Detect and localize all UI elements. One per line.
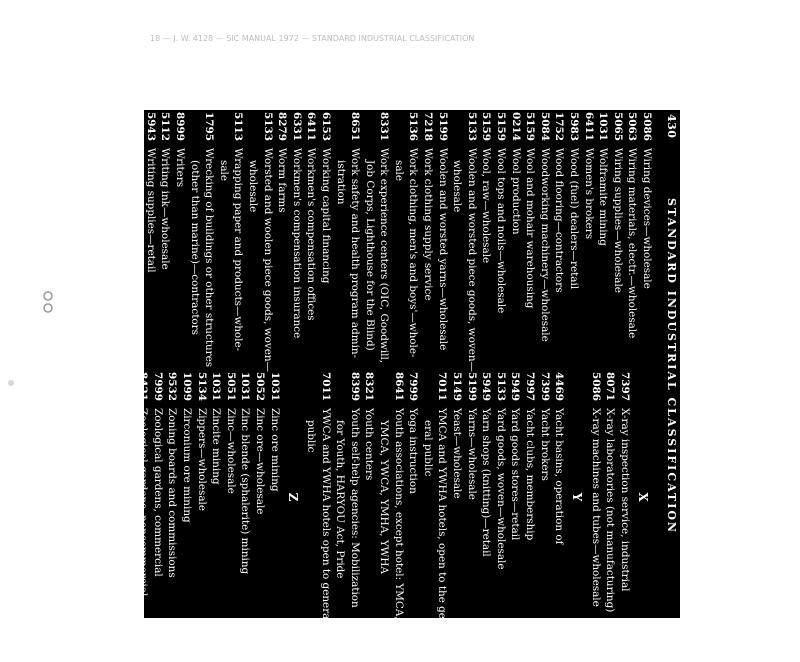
index-entry: [202, 112, 217, 368]
index-entry: [406, 372, 421, 662]
index-entry: [421, 112, 436, 360]
sic-code: 5084: [538, 112, 551, 141]
entry-text: Wrecking of buildings or other structures: [203, 148, 216, 368]
index-entry: [508, 372, 523, 662]
index-entry: [136, 372, 151, 662]
entry-text: YWCA and YWHA hotels open to general: [319, 408, 332, 623]
index-entry: [304, 372, 319, 662]
sic-code: 5983: [568, 112, 581, 141]
entry-text: Zoological gardens, commercial: [151, 408, 164, 577]
index-entry: [588, 372, 603, 662]
index-entry: [610, 112, 625, 360]
entry-text: Worm farms: [276, 148, 289, 213]
sic-code: [450, 112, 465, 148]
entry-text: Youth centers: [363, 408, 376, 481]
entry-text: Wiring supplies—wholesale: [611, 148, 624, 293]
index-entry: [566, 112, 581, 360]
sic-code: 1795: [203, 112, 216, 141]
index-entry: [172, 112, 187, 360]
index-entry: [333, 112, 348, 360]
scanned-page: [115, 110, 680, 630]
entry-text: Writing supplies—retail: [144, 148, 157, 273]
entry-text: Wolframite mining: [597, 148, 610, 246]
index-entry: [289, 112, 304, 360]
index-entry: [435, 372, 450, 662]
index-entry: [223, 372, 238, 662]
page-title: STANDARD INDUSTRIAL CLASSIFICATION: [665, 198, 678, 534]
section-letter-x: X: [636, 492, 650, 502]
sic-code: 5149: [451, 372, 464, 401]
entry-text: Yacht brokers: [538, 408, 551, 481]
entry-text: Zinc—wholesale: [224, 408, 237, 494]
sic-code: 5949: [509, 372, 522, 401]
index-entry: [377, 372, 392, 662]
page-header: [658, 110, 678, 650]
entry-text: Yeast—wholesale: [451, 408, 464, 499]
index-entry: [150, 372, 165, 662]
index-entry: [165, 372, 180, 662]
index-entry: [275, 112, 290, 360]
entries-x: [588, 372, 632, 662]
index-entry: [552, 372, 567, 662]
entry-text: Zirconium ore mining: [180, 408, 193, 523]
entry-text: istration: [334, 160, 347, 205]
sic-code: [420, 372, 435, 408]
index-entry: [523, 112, 538, 360]
page-number: 430: [665, 114, 678, 139]
entry-text: X-ray inspection service, industrial: [619, 408, 631, 592]
right-column: [136, 372, 654, 662]
scan-smudge: [8, 380, 14, 386]
sic-code: 1499: [115, 112, 128, 141]
sic-code: 8071: [604, 372, 617, 401]
sic-code: 8999: [174, 112, 186, 141]
entry-text: Zincite mining: [210, 408, 223, 485]
entry-text: Woolen and worsted yarns—wholesale: [436, 148, 449, 351]
index-entry: [158, 112, 173, 360]
sic-code: [304, 372, 319, 408]
sic-code: 7397: [619, 372, 631, 401]
index-entry: [245, 112, 260, 360]
entry-text: Women's brokers: [582, 148, 595, 240]
index-entry: [304, 112, 319, 360]
entry-text: Zoological gardens, noncommercial: [137, 408, 150, 597]
index-entry: [194, 372, 209, 662]
index-entry: [114, 112, 129, 360]
entry-text: eral public: [421, 420, 434, 477]
sic-code: 5199: [465, 372, 478, 401]
section-letter-z: Z: [285, 492, 300, 502]
sic-code: 7011: [436, 372, 449, 401]
index-entry: [493, 112, 508, 360]
sic-code: 8279: [276, 112, 289, 141]
entries-z: [136, 372, 282, 662]
sic-code: [362, 112, 377, 148]
entry-text: Youth associations, except hotel: YMCA,: [392, 408, 405, 620]
index-entry: [143, 112, 158, 360]
index-entry: [267, 372, 282, 662]
sic-code: 7999: [151, 372, 164, 401]
entry-text: Wood flooring—contractors: [553, 148, 566, 293]
index-entry: [581, 112, 596, 360]
sic-code: 5133: [494, 372, 507, 401]
sic-code: 9532: [166, 372, 179, 401]
index-entry: [252, 372, 267, 662]
entry-text: Wood (fuel) dealers—retail: [568, 148, 581, 290]
index-entry: [129, 112, 144, 360]
entry-text: Job Corps, Lighthouse for the Blind): [363, 160, 376, 351]
sic-code: 1031: [239, 372, 252, 401]
sic-code: 5063: [626, 112, 639, 141]
entry-text: Wool, raw—wholesale: [480, 148, 493, 264]
sic-code: 5113: [232, 112, 245, 141]
entry-text: wholesale: [451, 160, 464, 213]
sic-code: 5949: [480, 372, 493, 401]
rotated-page-content: [115, 110, 680, 630]
sic-code: 4469: [553, 372, 566, 401]
index-entry: [508, 112, 523, 360]
sic-code: 5199: [436, 112, 449, 141]
index-entry: [625, 112, 640, 360]
sic-code: 5086: [589, 372, 602, 401]
left-column: [114, 112, 654, 372]
entry-text: Zinc blende (sphalerite) mining: [239, 408, 252, 575]
sic-code: 1031: [597, 112, 610, 141]
index-entry: [209, 372, 224, 662]
sic-code: 7997: [524, 372, 537, 401]
entry-text: Workmen's compensation offices: [305, 148, 318, 321]
sic-code: 5133: [465, 112, 478, 141]
index-entry: [362, 112, 377, 360]
entry-text: Workmen's compensation insurance: [290, 148, 303, 339]
section-letter-y: Y: [570, 492, 585, 502]
entry-text: Working capital financing: [319, 148, 332, 284]
sic-code: 8421: [137, 372, 150, 401]
scan-header-text: 18 — J. W. 4128 — SIC MANUAL 1972 — STANDARD INDUSTRIAL CLASSIFICATION: [150, 34, 475, 43]
sic-code: 5052: [253, 372, 266, 401]
index-entry: [406, 112, 421, 360]
index-entry: [377, 112, 392, 364]
sic-code: 1031: [130, 112, 143, 141]
index-entry: [348, 112, 363, 360]
entry-text: Work clothing supply service: [422, 148, 435, 301]
entry-text: Yarn shops (knitting)—retail: [480, 408, 493, 557]
index-entry: [617, 372, 632, 662]
entry-text: Worsted and woolen piece goods, woven—: [261, 148, 274, 372]
sic-code: 5136: [407, 112, 420, 141]
index-entry: [493, 372, 508, 662]
index-entry: [537, 112, 552, 360]
entry-text: Yard goods, woven—wholesale: [494, 408, 507, 570]
sic-code: 7218: [422, 112, 435, 141]
sic-code: 1031: [268, 372, 281, 401]
entry-text: YMCA and YWHA hotels, open to the gen-: [436, 408, 449, 630]
index-entry: [479, 372, 494, 662]
sic-code: 5086: [641, 112, 653, 141]
entry-text: Wiring devices—wholesale: [641, 148, 653, 289]
entry-text: Wiring materials, electr.—wholesale: [626, 148, 639, 339]
entry-text: X-ray laboratories (not manufacturing): [604, 408, 617, 613]
index-entry: [603, 372, 618, 662]
entry-text: Youth self-help agencies: Mobilization: [348, 408, 361, 608]
sic-code: 8331: [378, 112, 391, 141]
sic-code: 5051: [224, 372, 237, 401]
sic-code: [333, 372, 348, 408]
sic-code: 8651: [349, 112, 362, 141]
index-entry: [537, 372, 552, 662]
sic-code: 0214: [509, 112, 522, 141]
entry-text: Wool production: [509, 148, 522, 235]
index-entry: [347, 372, 362, 662]
index-entry: [450, 112, 465, 360]
sic-code: 8641: [392, 372, 405, 401]
index-entry: [238, 372, 253, 662]
sic-code: 8321: [363, 372, 376, 401]
sic-code: [245, 112, 260, 148]
sic-code: 8399: [348, 372, 361, 401]
entry-text: Work experience centers (OIC, Goodwill,: [378, 148, 391, 364]
index-entry: [522, 372, 537, 662]
entry-text: Wrapping paper and products—whole-: [232, 148, 245, 352]
index-entry: [260, 112, 275, 372]
entry-text: Yard goods stores—retail: [509, 408, 522, 541]
entries-y: [304, 372, 567, 662]
entry-text: Zippers—wholesale: [195, 408, 208, 511]
entry-text: Zoning boards and commissions: [166, 408, 179, 578]
index-entry: [435, 112, 450, 360]
entry-text: Zinc ore mining: [268, 408, 281, 492]
sic-code: 6331: [290, 112, 303, 141]
entry-text: Work safety and health program admin-: [349, 148, 362, 359]
entry-text: Writers: [174, 148, 186, 188]
entry-text: Yarns—wholesale: [465, 408, 478, 500]
entry-text: Woolen and worsted piece goods, woven—: [465, 148, 478, 372]
sic-code: 6153: [319, 112, 332, 141]
index-entry: [464, 372, 479, 662]
entry-text: YMCA, YWCA, YMHA, YWHA: [378, 420, 391, 574]
index-entry: [479, 112, 494, 360]
sic-code: [216, 112, 231, 148]
entry-text: Wurtzilite mining: [115, 148, 128, 240]
entry-text: X-ray machines and tubes—wholesale: [589, 408, 602, 607]
sic-code: [377, 372, 392, 408]
index-entry: [464, 112, 479, 372]
entry-text: Wulfenite mining: [130, 148, 143, 239]
entry-text: Yacht clubs, membership: [524, 408, 537, 541]
entry-text: Wool and mohair warehousing: [524, 148, 537, 309]
entry-text: Writing ink—wholesale: [159, 148, 172, 270]
sic-code: 1752: [553, 112, 566, 141]
sic-code: 5159: [480, 112, 493, 141]
sic-code: 5133: [261, 112, 274, 141]
entry-text: Wool tops and noils—wholesale: [495, 148, 508, 314]
sic-code: [333, 112, 348, 148]
index-entry: [391, 112, 406, 360]
entry-text: (other than marine)—contractors: [188, 160, 201, 335]
entry-text: Work clothing, men's and boys'—whole-: [407, 148, 420, 358]
entry-text: Yacht basins, operation of: [553, 408, 566, 545]
index-entry: [596, 112, 611, 360]
entry-text: wholesale: [246, 160, 259, 213]
entry-text: sale: [392, 160, 405, 181]
index-entry: [179, 372, 194, 662]
sic-code: 5159: [524, 112, 537, 141]
index-entry: [420, 372, 435, 662]
index-entry: [449, 372, 464, 662]
entry-text: Yoga instruction: [407, 408, 420, 494]
sic-code: 5065: [611, 112, 624, 141]
index-entry: [552, 112, 567, 360]
entry-text: Woodworking machinery—wholesale: [538, 148, 551, 342]
sic-code: 5134: [195, 372, 208, 401]
index-entry: [216, 112, 231, 360]
binder-hole-mark: [42, 290, 54, 314]
sic-code: 7999: [407, 372, 420, 401]
entry-text: public: [305, 420, 318, 453]
sic-code: 1031: [210, 372, 223, 401]
sic-code: 6411: [305, 112, 318, 141]
index-entry: [187, 112, 202, 360]
sic-code: 1099: [180, 372, 193, 401]
sic-code: 5943: [144, 112, 157, 141]
index-entry: [318, 372, 333, 662]
entry-text: sale: [217, 160, 230, 181]
entry-text: for Youth, HARYOU Act, Pride: [334, 420, 347, 579]
index-entry: [318, 112, 333, 360]
sic-code: 6411: [582, 112, 595, 141]
sic-code: 5112: [159, 112, 172, 141]
sic-code: [391, 112, 406, 148]
index-entry: [231, 112, 246, 360]
index-entry: [362, 372, 377, 662]
index-entry: [391, 372, 406, 662]
sic-code: 7011: [319, 372, 332, 401]
sic-code: 5159: [495, 112, 508, 141]
index-entry: [333, 372, 348, 662]
entry-text: Zinc ore—wholesale: [253, 408, 266, 515]
sic-code: [187, 112, 202, 148]
sic-code: 7399: [538, 372, 551, 401]
index-entry: [639, 112, 654, 360]
